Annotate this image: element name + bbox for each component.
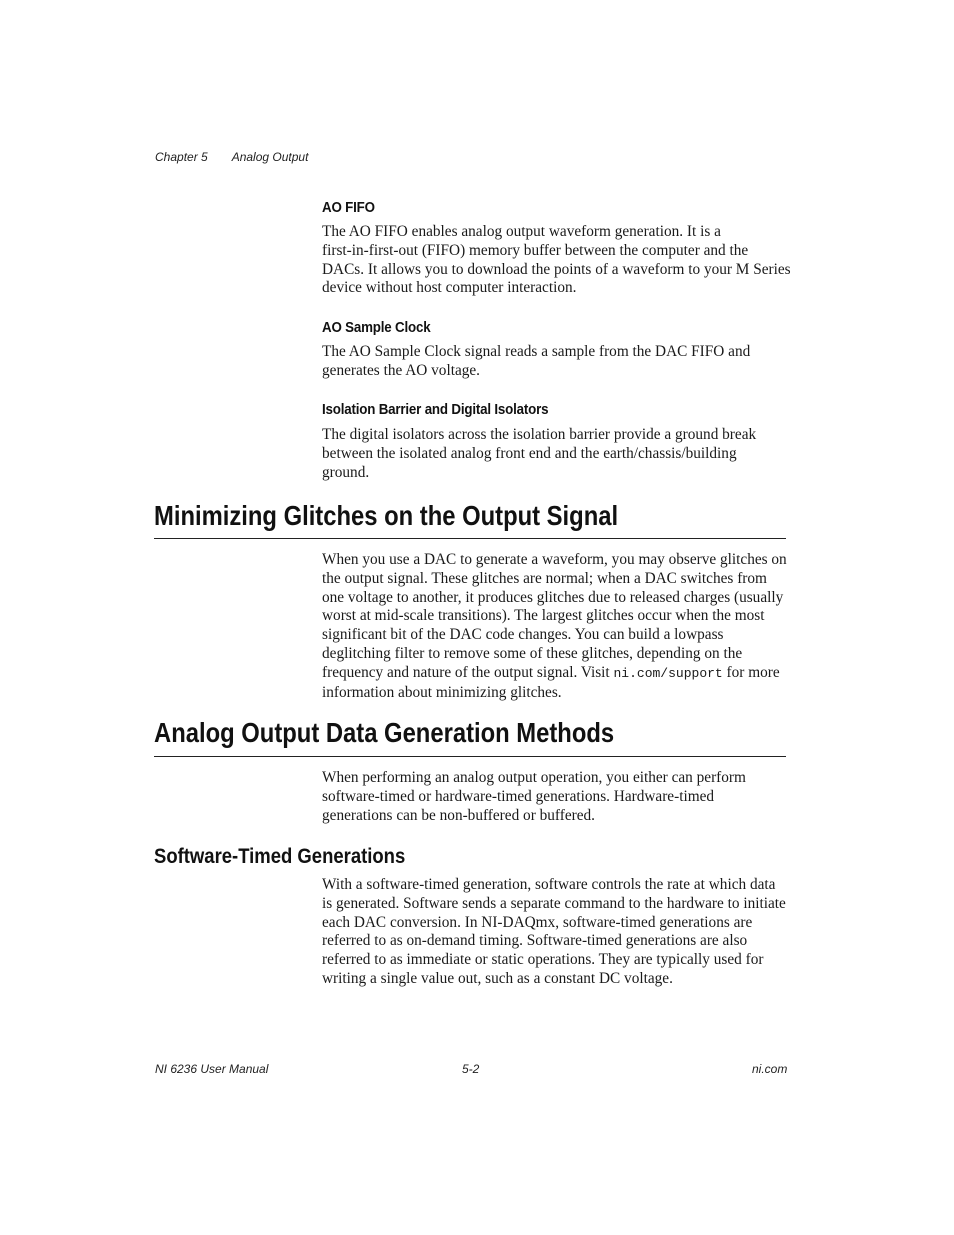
paragraph-ao-fifo xyxy=(322,223,791,298)
footer-website: ni.com xyxy=(752,1062,788,1076)
text-line: generations can be non-buffered or buffered. xyxy=(322,806,595,824)
running-header xyxy=(155,150,308,164)
text-line: is generated. Software sends a separate command to the hardware to initiate xyxy=(322,894,786,912)
footer-page-number: 5-2 xyxy=(462,1062,480,1076)
text-line: When you use a DAC to generate a waveform, you may observe glitches on xyxy=(322,551,787,568)
paragraph-minimizing-glitches xyxy=(322,551,787,702)
footer-manual-title: NI 6236 User Manual xyxy=(155,1062,269,1076)
text-line: between the isolated analog front end and the earth/chassis/building xyxy=(322,444,737,462)
text-line: referred to as on-demand timing. Software-timed generations are also xyxy=(322,932,748,950)
heading-software-timed-generations: Software-Timed Generations xyxy=(154,845,406,868)
paragraph-ao-sample-clock xyxy=(322,343,787,381)
text-fragment: frequency and nature of the output signal. Visit xyxy=(322,663,614,681)
heading-ao-fifo: AO FIFO xyxy=(322,200,375,216)
heading-isolation-barrier: Isolation Barrier and Digital Isolators xyxy=(322,402,549,418)
text-line: When performing an analog output operation, you either can perform xyxy=(322,769,746,786)
text-line: device without host computer interaction. xyxy=(322,279,577,297)
text-line: one voltage to another, it produces glitches due to released charges (usually xyxy=(322,588,784,606)
text-line: first-in-first-out (FIFO) memory buffer between the computer and the xyxy=(322,241,749,259)
text-line: information about minimizing glitches. xyxy=(322,683,562,701)
heading-minimizing-glitches xyxy=(154,500,786,532)
text-line: deglitching filter to remove some of these glitches, depending on the xyxy=(322,644,743,662)
chapter-title: Analog Output xyxy=(231,150,309,164)
heading-ao-sample-clock: AO Sample Clock xyxy=(322,320,431,336)
heading-rule xyxy=(154,538,786,539)
text-line xyxy=(322,664,787,684)
text-line: DACs. It allows you to download the points of a waveform to your M Series xyxy=(322,260,791,278)
heading-text: Analog Output Data Generation Methods xyxy=(154,717,615,748)
text-line: generates the AO voltage. xyxy=(322,361,481,379)
text-line: The digital isolators across the isolation barrier provide a ground break xyxy=(322,426,757,443)
text-line: With a software-timed generation, software controls the rate at which data xyxy=(322,876,776,893)
text-line: ground. xyxy=(322,463,370,481)
heading-rule xyxy=(154,756,786,757)
text-line: significant bit of the DAC code changes. You can build a lowpass xyxy=(322,626,724,644)
text-line: The AO FIFO enables analog output waveform generation. It is a xyxy=(322,223,721,240)
chapter-number: Chapter 5 xyxy=(155,150,208,164)
heading-data-generation-methods xyxy=(154,717,786,749)
text-line: worst at mid-scale transitions). The largest glitches occur when the most xyxy=(322,607,765,625)
text-line: the output signal. These glitches are normal; when a DAC switches from xyxy=(322,569,767,587)
paragraph-isolation-barrier xyxy=(322,426,787,482)
paragraph-software-timed-generations xyxy=(322,876,787,989)
text-line: writing a single value out, such as a constant DC voltage. xyxy=(322,969,673,987)
text-line: The AO Sample Clock signal reads a sample from the DAC FIFO and xyxy=(322,343,751,360)
text-line: referred to as immediate or static operations. They are typically used for xyxy=(322,951,764,969)
support-link[interactable]: ni.com/support xyxy=(613,665,723,681)
text-fragment: for more xyxy=(722,663,780,681)
paragraph-data-generation-methods xyxy=(322,769,787,825)
text-line: software-timed or hardware-timed generations. Hardware-timed xyxy=(322,787,715,805)
heading-text: Minimizing Glitches on the Output Signal xyxy=(154,500,619,531)
text-line: each DAC conversion. In NI-DAQmx, software-timed generations are xyxy=(322,913,753,931)
